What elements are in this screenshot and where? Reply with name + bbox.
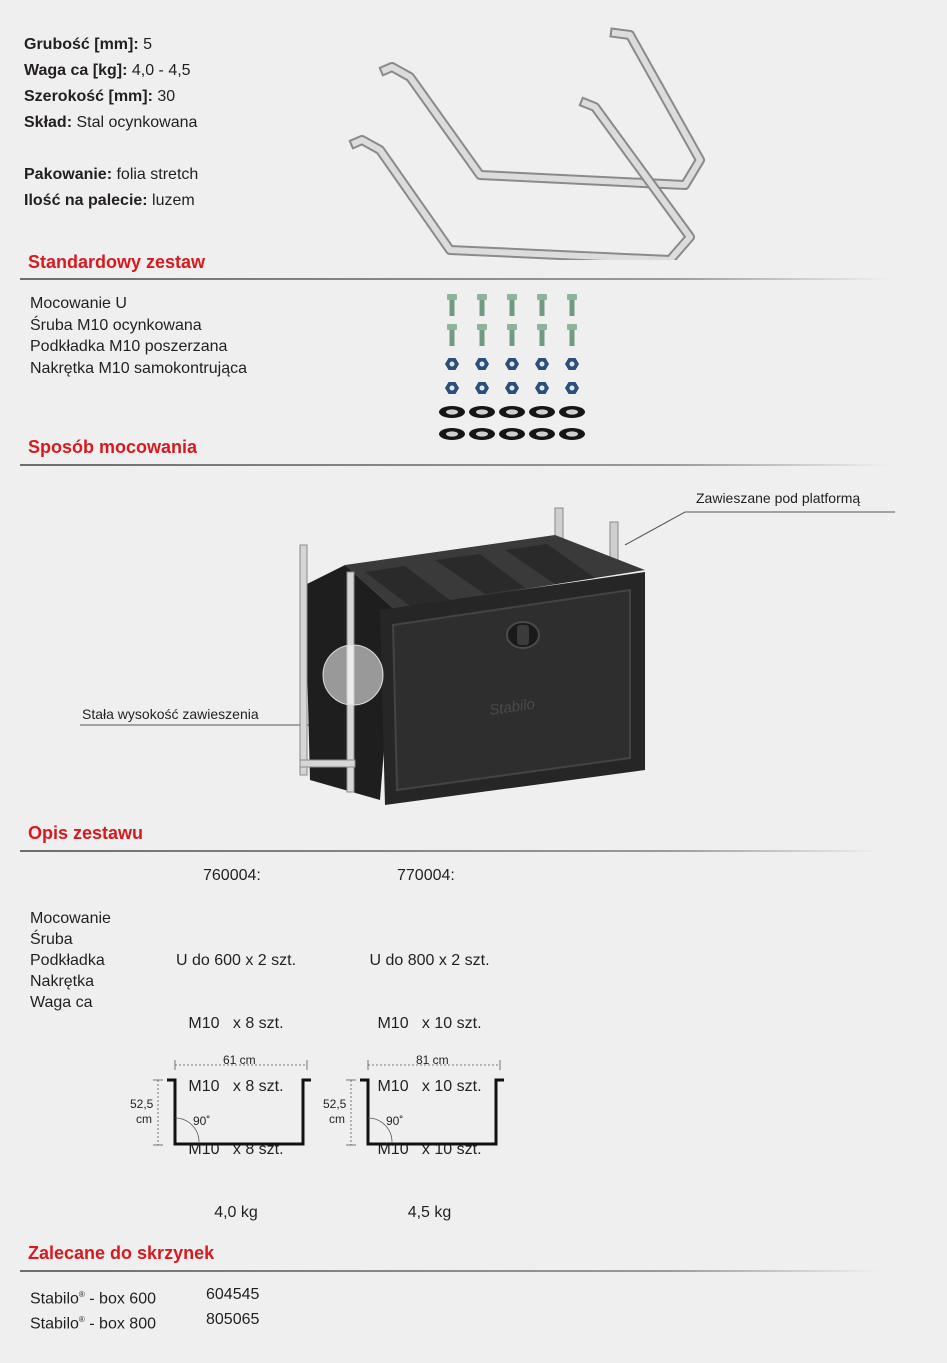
list-item: Nakrętka M10 samokontrująca bbox=[30, 359, 247, 377]
section-divider bbox=[20, 1270, 880, 1272]
table-row-label: Mocowanie bbox=[30, 910, 111, 927]
box-logo-text: Stabilo bbox=[488, 695, 536, 719]
table-cell: M10 x 10 szt. bbox=[377, 1015, 482, 1032]
table-cell: 4,0 kg bbox=[214, 1204, 258, 1221]
section-title-mounting: Sposób mocowania bbox=[28, 437, 198, 457]
u-bracket-product-image bbox=[340, 25, 720, 260]
recommended-list bbox=[30, 1284, 260, 1335]
section-title-standard-set: Standardowy zestaw bbox=[28, 252, 206, 272]
table-row-label: Śruba bbox=[30, 931, 73, 948]
section-divider bbox=[20, 464, 890, 466]
diagram-angle-label: 90˚ bbox=[386, 1114, 404, 1128]
spec-material: Skład: Stal ocynkowana bbox=[24, 114, 198, 131]
list-item: Stabilo® - box 600 604545 bbox=[30, 1286, 260, 1308]
table-cell: M10 x 10 szt. bbox=[377, 1078, 482, 1095]
spec-packing: Pakowanie: folia stretch bbox=[24, 166, 199, 183]
diagram-width-label: 81 cm bbox=[416, 1053, 449, 1067]
list-item: Podkładka M10 poszerzana bbox=[30, 338, 228, 355]
table-cell: M10 x 8 szt. bbox=[188, 1141, 284, 1158]
dimension-diagram-61 bbox=[125, 1050, 325, 1150]
product-code: 805065 bbox=[206, 1311, 260, 1329]
set-table-labels bbox=[30, 908, 111, 1013]
table-cell: M10 x 8 szt. bbox=[188, 1015, 284, 1032]
section-title-recommended: Zalecane do skrzynek bbox=[28, 1243, 215, 1263]
hardware-set-image bbox=[438, 292, 590, 444]
diagram-angle-label: 90˚ bbox=[193, 1114, 211, 1128]
standard-items-list bbox=[30, 293, 247, 379]
spec-pallet-quantity: Ilość na palecie: luzem bbox=[24, 192, 195, 209]
list-item: Śruba M10 ocynkowana bbox=[30, 316, 202, 334]
table-cell: M10 x 10 szt. bbox=[377, 1141, 482, 1158]
mounted-toolbox-image bbox=[285, 500, 665, 810]
diagram-height-unit: cm bbox=[329, 1112, 345, 1126]
section-divider bbox=[20, 850, 880, 852]
section-title-set-description: Opis zestawu bbox=[28, 823, 144, 843]
table-cell: U do 800 x 2 szt. bbox=[369, 952, 490, 969]
table-cell: M10 x 8 szt. bbox=[188, 1078, 284, 1095]
diagram-width-label: 61 cm bbox=[223, 1053, 256, 1067]
table-row-label: Waga ca bbox=[30, 994, 93, 1011]
code-770004: 770004: bbox=[397, 867, 455, 884]
table-row-label: Nakrętka bbox=[30, 973, 95, 990]
section-divider bbox=[20, 278, 890, 280]
product-code: 604545 bbox=[206, 1286, 260, 1303]
diagram-height-unit: cm bbox=[136, 1112, 152, 1126]
dimension-diagram-81 bbox=[318, 1050, 518, 1150]
diagram-height-label: 52,5 bbox=[130, 1097, 154, 1111]
callout-under-platform: Zawieszane pod platformą bbox=[696, 490, 861, 506]
callout-fixed-height: Stała wysokość zawieszenia bbox=[82, 706, 259, 722]
spec-width: Szerokość [mm]: 30 bbox=[24, 88, 176, 105]
spec-thickness: Grubość [mm]: 5 bbox=[24, 36, 153, 53]
table-row-label: Podkładka bbox=[30, 952, 105, 969]
diagram-height-label: 52,5 bbox=[323, 1097, 347, 1111]
spec-weight: Waga ca [kg]: 4,0 - 4,5 bbox=[24, 62, 191, 79]
list-item: Mocowanie U bbox=[30, 295, 127, 312]
table-cell: U do 600 x 2 szt. bbox=[175, 952, 297, 969]
specs-list bbox=[24, 32, 198, 214]
table-cell: 4,5 kg bbox=[407, 1204, 452, 1221]
code-760004: 760004: bbox=[203, 867, 261, 884]
list-item: Stabilo® - box 800 805065 bbox=[30, 1311, 260, 1333]
